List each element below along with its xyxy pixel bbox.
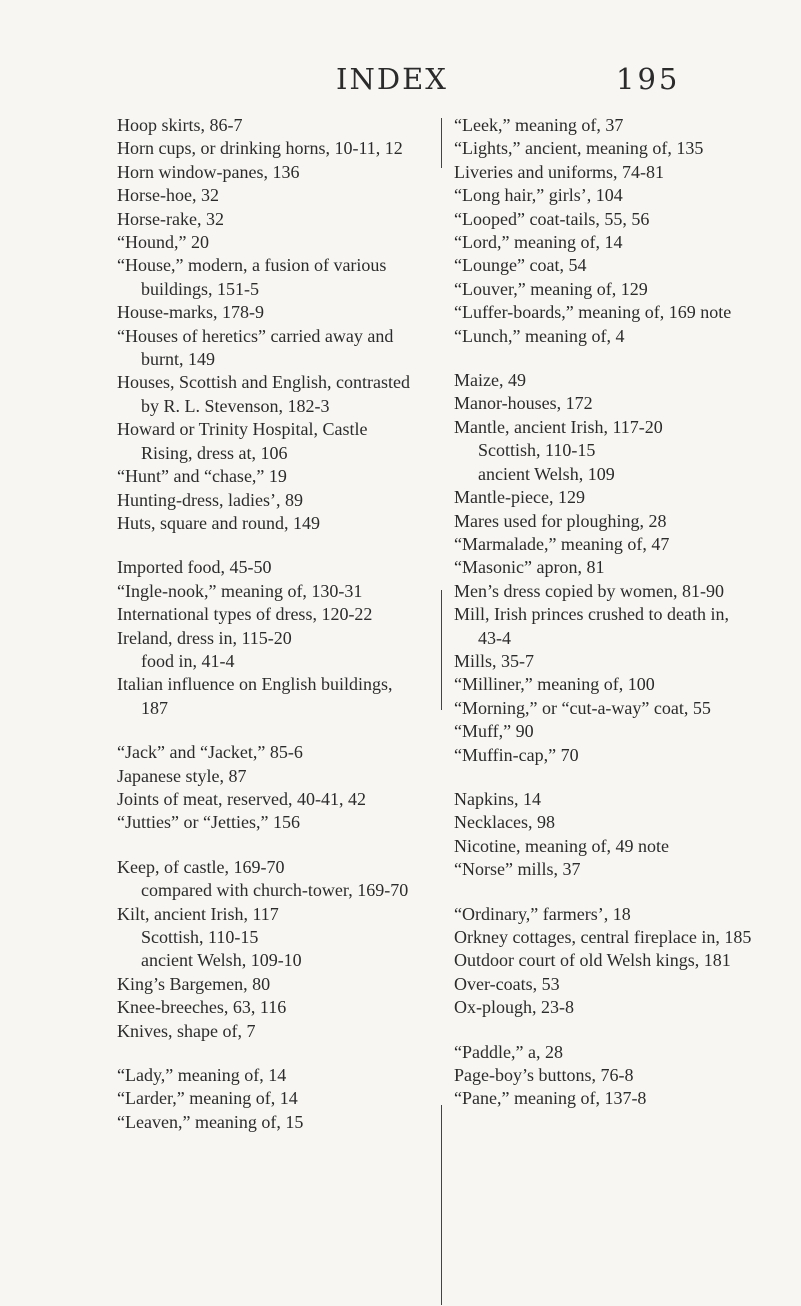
page-header: [0, 62, 801, 102]
index-entry: Nicotine, meaning of, 49 note: [454, 835, 669, 856]
index-entry: Mantle-piece, 129: [454, 487, 585, 508]
index-entry: Hunting-dress, ladies’, 89: [117, 489, 303, 510]
index-entry: Horse-rake, 32: [117, 208, 224, 229]
index-entry: House-marks, 178-9: [117, 302, 264, 323]
index-entry: “House,” modern, a fusion of various buildings, 151-5: [117, 255, 387, 299]
index-entry: Italian influence on English buildings, 187: [117, 674, 393, 718]
index-entry: Men’s dress copied by women, 81-90: [454, 580, 724, 601]
index-entry: “Masonic” apron, 81: [454, 557, 605, 578]
index-entry: Orkney cottages, central fireplace in, 185: [454, 927, 752, 947]
index-entry: Page-boy’s buttons, 76-8: [454, 1065, 634, 1086]
index-entry: “Lunch,” meaning of, 4: [454, 325, 625, 346]
index-entry: “Paddle,” a, 28: [454, 1041, 563, 1062]
index-entry: Ox-plough, 23-8: [454, 997, 574, 1018]
column-divider-top: [441, 118, 442, 168]
index-subentry: Scottish, 110-15: [141, 927, 259, 947]
index-column-left: [117, 114, 417, 1134]
index-entry: “Lady,” meaning of, 14: [117, 1065, 287, 1086]
index-entry: Knee-breeches, 63, 116: [117, 997, 287, 1018]
index-entry: “Leek,” meaning of, 37: [454, 115, 624, 135]
index-entry: Outdoor court of old Welsh kings, 181: [454, 950, 731, 971]
index-entry: “Marmalade,” meaning of, 47: [454, 533, 670, 554]
index-entry: “Hound,” 20: [117, 232, 209, 253]
index-entry: “Looped” coat-tails, 55, 56: [454, 208, 650, 229]
index-entry: “Jack” and “Jacket,” 85-6: [117, 742, 303, 763]
index-entry: Necklaces, 98: [454, 812, 555, 833]
index-entry: “Ordinary,” farmers’, 18: [454, 903, 631, 924]
index-entry: Huts, square and round, 149: [117, 512, 320, 533]
index-subentry: ancient Welsh, 109: [478, 463, 615, 484]
index-entry: Horn cups, or drinking horns, 10-11, 12: [117, 138, 403, 159]
index-subentry: ancient Welsh, 109-10: [141, 950, 302, 971]
index-entry: Howard or Trinity Hospital, Castle Rising, dress at, 106: [117, 419, 368, 463]
index-entry: “Lights,” ancient, meaning of, 135: [454, 138, 704, 159]
index-entry: Mill, Irish princes crushed to death in, 43-4: [454, 604, 729, 648]
index-entry: Imported food, 45-50: [117, 557, 272, 578]
index-subentry: compared with church-tower, 169-70: [141, 880, 409, 901]
index-entry: “Hunt” and “chase,” 19: [117, 466, 287, 487]
index-entry: “Leaven,” meaning of, 15: [117, 1111, 304, 1132]
index-subentry: Scottish, 110-15: [478, 440, 596, 461]
index-entry: Liveries and uniforms, 74-81: [454, 161, 664, 182]
index-entry: Knives, shape of, 7: [117, 1020, 256, 1041]
index-entry: “Muffin-cap,” 70: [454, 744, 579, 765]
index-entry: “Milliner,” meaning of, 100: [454, 674, 655, 695]
index-entry: Japanese style, 87: [117, 765, 247, 786]
index-subentry: food in, 41-4: [141, 650, 235, 671]
index-entry: “Luffer-boards,” meaning of, 169 note: [454, 302, 732, 323]
index-entry: Horn window-panes, 136: [117, 161, 300, 182]
index-entry: Horse-hoe, 32: [117, 185, 219, 206]
index-entry: “Muff,” 90: [454, 721, 534, 742]
index-entry: Manor-houses, 172: [454, 393, 593, 414]
column-divider-lower: [441, 1105, 442, 1305]
index-entry: Over-coats, 53: [454, 973, 560, 994]
index-entry: “Lord,” meaning of, 14: [454, 232, 623, 253]
index-entry: International types of dress, 120-22: [117, 604, 373, 625]
index-entry: Hoop skirts, 86-7: [117, 115, 243, 135]
index-entry: Mares used for ploughing, 28: [454, 510, 667, 531]
index-entry: Keep, of castle, 169-70: [117, 856, 285, 877]
index-entry: “Norse” mills, 37: [454, 859, 581, 880]
index-entry: King’s Bargemen, 80: [117, 973, 271, 994]
index-entry: Joints of meat, reserved, 40-41, 42: [117, 788, 366, 809]
page-number: 195: [616, 62, 681, 96]
index-entry: Mills, 35-7: [454, 650, 535, 671]
index-entry: “Long hair,” girls’, 104: [454, 185, 623, 206]
index-entry: “Morning,” or “cut-a-way” coat, 55: [454, 697, 711, 718]
page-title: INDEX: [336, 62, 448, 96]
index-entry: Kilt, ancient Irish, 117: [117, 903, 279, 924]
index-entry: “Pane,” meaning of, 137-8: [454, 1088, 647, 1109]
index-entry: Ireland, dress in, 115-20: [117, 627, 292, 648]
column-divider-mid: [441, 590, 442, 710]
index-entry: “Lounge” coat, 54: [454, 255, 587, 276]
index-entry: “Houses of heretics” carried away and burnt, 149: [117, 325, 394, 370]
index-column-right: [454, 114, 754, 1111]
index-entry: Houses, Scottish and English, contrasted by R. L. Stevenson, 182-3: [117, 372, 410, 416]
index-entry: Mantle, ancient Irish, 117-20: [454, 416, 663, 437]
index-entry: Napkins, 14: [454, 788, 541, 809]
index-entry: “Louver,” meaning of, 129: [454, 278, 648, 299]
index-entry: “Larder,” meaning of, 14: [117, 1088, 298, 1109]
index-entry: “Ingle-nook,” meaning of, 130-31: [117, 580, 363, 601]
index-entry: “Jutties” or “Jetties,” 156: [117, 812, 300, 833]
index-entry: Maize, 49: [454, 370, 526, 391]
